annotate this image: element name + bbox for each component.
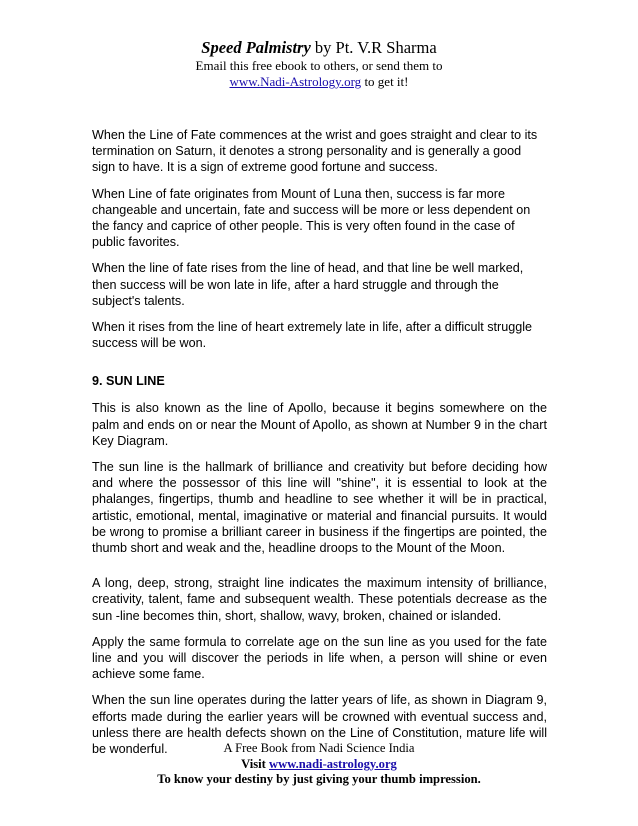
sun-paragraph-5: When the sun line operates during the latter years of life, as shown in Diagram 9, efforts made during the earlier years will be crowned with eventual success and, unless there are health defects shown on the Line of Constitution, mature life will be wonderful. bbox=[92, 693, 547, 757]
author-credit: by Pt. V.R Sharma bbox=[314, 38, 437, 57]
title-line bbox=[0, 38, 638, 58]
site-link[interactable]: www.Nadi-Astrology.org bbox=[229, 74, 362, 89]
site-suffix: to get it! bbox=[364, 74, 409, 89]
page-footer bbox=[0, 741, 638, 788]
fate-paragraph-4: When it rises from the line of heart extremely late in life, after a difficult struggle success will be won. bbox=[92, 320, 533, 351]
sun-paragraph-3: A long, deep, strong, straight line indicates the maximum intensity of brilliance, creativity, talent, fame and subsequent wealth. These potentials decrease as the sun -line becomes thin, short, shallow, wavy, broken, chained or islanded. bbox=[92, 576, 547, 623]
sun-paragraph-1: This is also known as the line of Apollo, because it begins somewhere on the palm and ends on or near the Mount of Apollo, as shown at Number 9 in the chart Key Diagram. bbox=[92, 401, 547, 448]
share-line: Email this free ebook to others, or send them to bbox=[195, 58, 443, 73]
section-heading: 9. SUN LINE bbox=[92, 374, 165, 389]
fate-paragraph-3: When the line of fate rises from the line of head, and that line be well marked, then success will be won late in life, after a hard struggle and through the subject's talents. bbox=[92, 261, 524, 308]
fate-paragraph-1: When the Line of Fate commences at the wrist and goes straight and clear to its termination on Saturn, it denotes a strong personality and is generally a good sign to have. It is a sign of extreme good fortune and success. bbox=[92, 128, 538, 175]
sun-paragraph-2: The sun line is the hallmark of brilliance and creativity but before deciding how and where the possessor of this line will "shine", it is essential to look at the phalanges, fingertips, thumb and headline to see whether it will be in practical, artistic, emotional, mental, imaginative or material and financial pursuits. It would be wrong to promise a brilliant career in business if the fingertips are pointed, the thumb short and weak and the, headline droops to the Mount of the Moon. bbox=[92, 460, 547, 556]
footer-visit-line bbox=[0, 757, 638, 773]
page-body bbox=[92, 127, 547, 767]
footer-line-1: A Free Book from Nadi Science India bbox=[223, 741, 415, 755]
site-line bbox=[0, 74, 638, 90]
visit-label: Visit bbox=[241, 756, 266, 771]
fate-paragraph-2: When Line of fate originates from Mount of Luna then, success is far more changeable and uncertain, fate and success will be more or less dependent on the fancy and caprice of other people. This is very often found in the case of public favorites. bbox=[92, 186, 531, 250]
footer-line-3: To know your destiny by just giving your thumb impression. bbox=[157, 772, 481, 786]
book-title: Speed Palmistry bbox=[201, 38, 311, 57]
page-header bbox=[0, 38, 638, 90]
footer-site-link[interactable]: www.nadi-astrology.org bbox=[269, 756, 397, 771]
sun-paragraph-4: Apply the same formula to correlate age on the sun line as you used for the fate line and you will discover the periods in life when, a person will shine or even achieve some fame. bbox=[92, 634, 547, 682]
